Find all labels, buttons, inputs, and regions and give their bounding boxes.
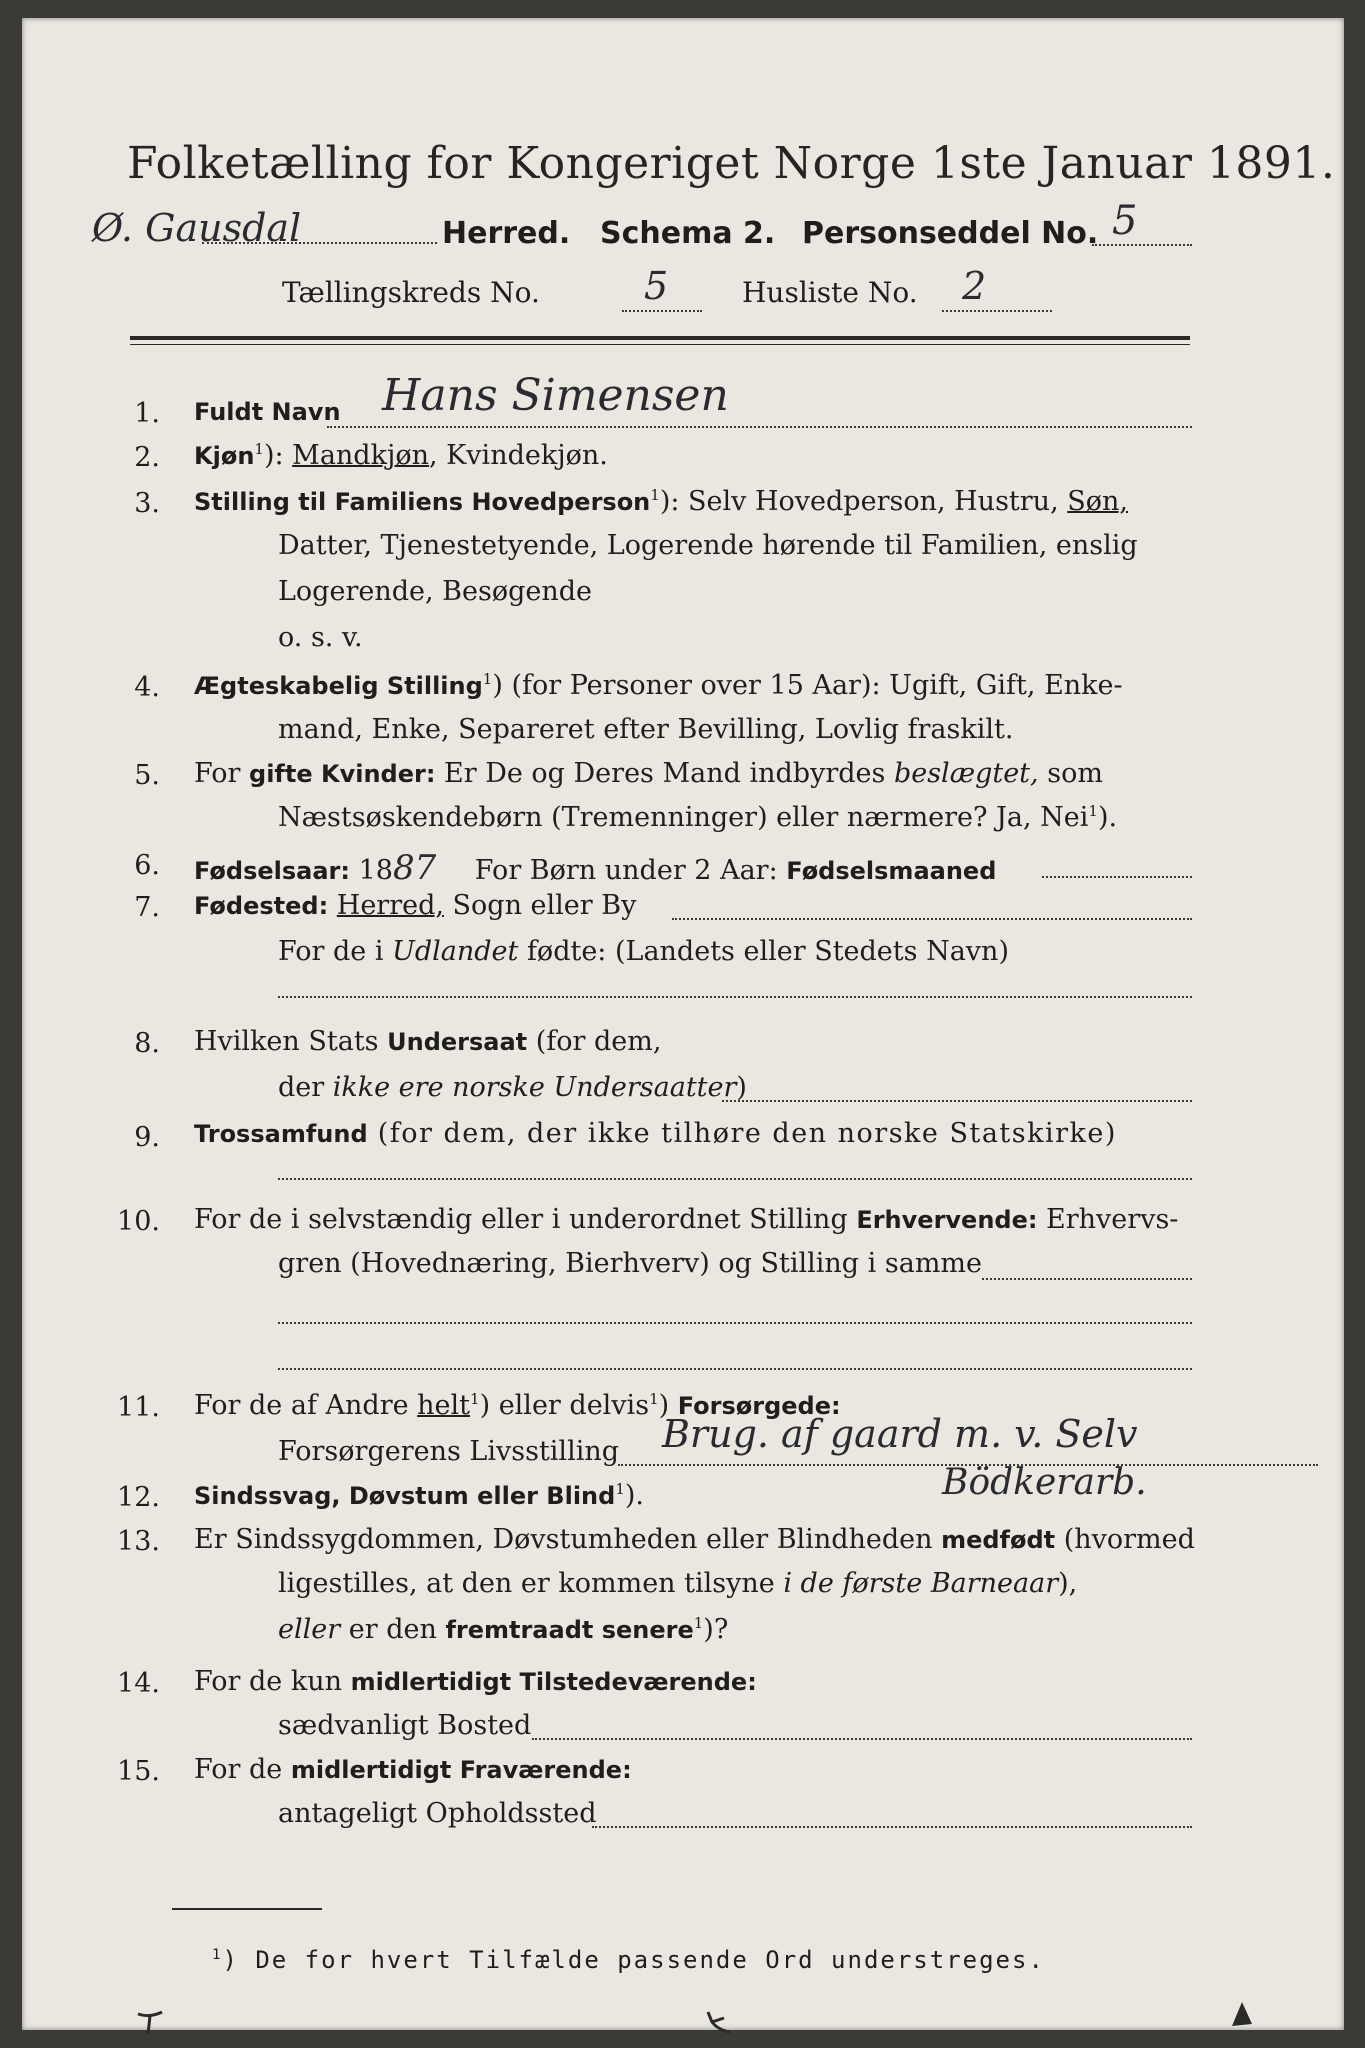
q9-number: 9. xyxy=(134,1122,160,1153)
q15-pre: For de xyxy=(194,1754,291,1785)
q11-label: Forsørgede: xyxy=(677,1392,841,1420)
q13-line3b: fremtraadt senere xyxy=(445,1616,694,1644)
q2-line xyxy=(194,440,608,471)
husliste-dots xyxy=(942,310,1052,312)
q14-number: 14. xyxy=(117,1668,160,1699)
q9-label: Trossamfund xyxy=(194,1120,368,1148)
q6-answer: 87 xyxy=(392,848,437,888)
q4-label: Ægteskabelig Stilling xyxy=(194,672,483,700)
corner-mark-left xyxy=(132,2008,172,2038)
q10-dots3 xyxy=(278,1368,1192,1370)
q11-sup: 1 xyxy=(470,1390,480,1408)
q10-pre: For de i selvstændig eller i underordnet Stilling xyxy=(194,1204,857,1235)
q6-line xyxy=(194,848,996,888)
q7-line2a: For de i xyxy=(278,936,393,967)
q5-close: ). xyxy=(1097,802,1118,833)
q11-answer: Brug. af gaard m. v. Selv xyxy=(662,1412,1138,1456)
q7-dots1 xyxy=(672,918,1192,920)
q3-label: Stilling til Familiens Hovedperson xyxy=(194,488,651,516)
q11-mid: ) eller delvis xyxy=(479,1390,650,1421)
q13-rest: (hvormed xyxy=(1055,1524,1195,1555)
q13-line2i: i de første Barneaar xyxy=(783,1568,1059,1599)
q13-number: 13. xyxy=(117,1526,160,1557)
q12-label: Sindssvag, Døvstum eller Blind xyxy=(194,1482,616,1510)
q7-line2 xyxy=(278,936,1009,967)
q8-line2a: der xyxy=(278,1072,333,1103)
q2-option-mandkjon: Mandkjøn xyxy=(292,440,429,471)
q7-line2b: fødte: (Landets eller Stedets Navn) xyxy=(518,936,1009,967)
kreds-dots xyxy=(622,310,702,312)
q13-label: medfødt xyxy=(941,1526,1056,1554)
kreds-label: Tællingskreds No. xyxy=(282,276,540,309)
q15-number: 15. xyxy=(117,1756,160,1787)
q8-line1 xyxy=(194,1026,661,1057)
q11-option-helt: helt xyxy=(417,1390,471,1421)
q3-sup: 1 xyxy=(650,486,660,504)
q9-dots xyxy=(278,1178,1192,1180)
q10-number: 10. xyxy=(117,1206,160,1237)
q6-prefix: 18 xyxy=(350,855,393,886)
q6-label2: Fødselsmaaned xyxy=(786,857,997,885)
q12-sup: 1 xyxy=(615,1480,625,1498)
q13-sup: 1 xyxy=(693,1614,704,1632)
footnote-rule xyxy=(172,1908,322,1910)
q6-number: 6. xyxy=(134,850,160,881)
q13-line2b: ), xyxy=(1058,1568,1078,1599)
herred-label: Herred. xyxy=(442,216,571,251)
q1-dots xyxy=(327,426,1192,428)
q15-line2: antageligt Opholdssted xyxy=(278,1798,597,1829)
q7-number: 7. xyxy=(134,892,160,923)
personseddel-value: 5 xyxy=(1112,198,1138,244)
q10-label: Erhvervende: xyxy=(856,1206,1038,1234)
form-title: Folketælling for Kongeriget Norge 1ste Januar 1891. xyxy=(127,138,1336,189)
q15-label: midlertidigt Fraværende: xyxy=(290,1756,632,1784)
husliste-label: Husliste No. xyxy=(742,276,918,309)
q10-line1 xyxy=(194,1204,1178,1235)
q4-number: 4. xyxy=(134,672,160,703)
q8-label: Undersaat xyxy=(387,1028,528,1056)
q10-dots2 xyxy=(278,1322,1192,1324)
q9-rest: (for dem, der ikke tilhøre den norske Statskirke) xyxy=(367,1118,1117,1149)
q14-line2: sædvanligt Bosted xyxy=(278,1710,532,1741)
q14-pre: For de kun xyxy=(194,1666,351,1697)
q5-text1: Er De og Deres Mand indbyrdes xyxy=(435,758,894,789)
q5-pre: For xyxy=(194,758,250,789)
q3-option-son: Søn, xyxy=(1067,486,1128,517)
q2-option-kvindekjon: , Kvindekjøn. xyxy=(428,440,608,471)
q9-line xyxy=(194,1118,1117,1149)
q5-text2: Næstsøskendebørn (Tremenninger) eller nærmere? Ja, Nei xyxy=(278,802,1089,833)
q8-dots xyxy=(722,1100,1192,1102)
corner-mark-center xyxy=(698,2008,738,2038)
q13-line3i: eller xyxy=(278,1614,341,1645)
q7-label: Fødested: xyxy=(194,892,329,920)
personseddel-label: Personseddel No. xyxy=(802,216,1099,251)
q3-line3: Logerende, Besøgende xyxy=(278,576,592,607)
q12-number: 12. xyxy=(117,1482,160,1513)
q8-line2i: ikke ere norske Undersaatter xyxy=(332,1072,737,1103)
q12-line xyxy=(194,1480,644,1511)
q8-number: 8. xyxy=(134,1028,160,1059)
q4-sup: 1 xyxy=(482,670,493,688)
q7-line2i: Udlandet xyxy=(392,936,519,967)
q7-line1 xyxy=(194,890,636,921)
header-rule-thin xyxy=(130,344,1190,345)
q11-pre: For de af Andre xyxy=(194,1390,418,1421)
personseddel-dots xyxy=(1092,244,1192,246)
q1-number: 1. xyxy=(134,398,160,429)
q4-line1 xyxy=(194,670,1123,701)
q1-answer: Hans Simensen xyxy=(382,370,729,421)
husliste-value: 2 xyxy=(962,264,987,308)
q2-label: Kjøn xyxy=(194,442,255,470)
q3-line4: o. s. v. xyxy=(278,622,363,653)
corner-mark-right xyxy=(1222,1998,1262,2032)
q4-line2: mand, Enke, Separeret efter Bevilling, Lovlig fraskilt. xyxy=(278,714,1014,745)
q14-dots xyxy=(532,1738,1192,1740)
q11-line2: Forsørgerens Livsstilling xyxy=(278,1436,620,1467)
footnote xyxy=(212,1946,1045,1974)
q11-number: 11. xyxy=(117,1392,160,1423)
kreds-value: 5 xyxy=(644,264,669,308)
q10-dots1 xyxy=(982,1278,1192,1280)
q11-sup2: 1 xyxy=(649,1390,659,1408)
herred-dots xyxy=(202,242,437,244)
q7-option-herred: Herred, xyxy=(336,890,444,921)
q5-end: som xyxy=(1038,758,1103,789)
q13-line3 xyxy=(278,1614,728,1645)
q11-answer2: Bödkerarb. xyxy=(942,1462,1147,1503)
q2-number: 2. xyxy=(134,442,160,473)
q13-line2a: ligestilles, at den er kommen tilsyne xyxy=(278,1568,784,1599)
q13-line3c: )? xyxy=(703,1614,729,1645)
q7-dots2 xyxy=(278,996,1192,998)
q1-label: Fuldt Navn xyxy=(194,398,341,426)
q11-mid2: ) xyxy=(658,1390,678,1421)
footnote-text: ) De for hvert Tilfælde passende Ord understreges. xyxy=(222,1946,1045,1974)
q3-number: 3. xyxy=(134,488,160,519)
q13-line2 xyxy=(278,1568,1077,1599)
q3-line2: Datter, Tjenestetyende, Logerende hørende til Familien, enslig xyxy=(278,530,1138,561)
q6-dots xyxy=(1042,876,1192,878)
q5-line1 xyxy=(194,758,1103,789)
q8-rest: (for dem, xyxy=(527,1026,662,1057)
q6-mid: For Børn under 2 Aar: xyxy=(466,855,787,886)
q6-label: Fødselsaar: xyxy=(194,857,350,885)
q8-pre: Hvilken Stats xyxy=(194,1026,388,1057)
q5-label: gifte Kvinder: xyxy=(249,760,436,788)
q13-line3a: er den xyxy=(340,1614,446,1645)
q4-text1: ) (for Personer over 15 Aar): Ugift, Gift, Enke- xyxy=(492,670,1123,701)
q10-rest: Erhvervs- xyxy=(1037,1204,1179,1235)
q15-dots xyxy=(592,1826,1192,1828)
q3-text1: ): Selv Hovedperson, Hustru, xyxy=(659,486,1059,517)
q13-line1 xyxy=(194,1524,1195,1555)
header-rule-thick xyxy=(130,336,1190,340)
herred-value: Ø. Gausdal xyxy=(92,206,302,250)
q8-line2 xyxy=(278,1072,747,1103)
q7-rest: Sogn eller By xyxy=(443,890,637,921)
q5-italic: beslægtet, xyxy=(893,758,1039,789)
footnote-sup: 1 xyxy=(212,1947,223,1963)
q12-rest: ). xyxy=(624,1480,644,1511)
schema-label: Schema 2. xyxy=(600,216,776,251)
q10-line2: gren (Hovednæring, Bierhverv) og Stilling i samme xyxy=(278,1248,983,1279)
census-form-page xyxy=(22,18,1344,2030)
q5-sup: 1 xyxy=(1088,802,1098,820)
q2-rest: ): xyxy=(263,440,293,471)
q2-sup: 1 xyxy=(254,440,264,458)
q8-line2b: ) xyxy=(736,1072,747,1103)
q3-line1 xyxy=(194,486,1128,517)
q15-line1 xyxy=(194,1754,632,1785)
q13-pre: Er Sindssygdommen, Døvstumheden eller Blindheden xyxy=(194,1524,942,1555)
q5-number: 5. xyxy=(134,760,160,791)
q5-line2 xyxy=(278,802,1117,833)
q14-label: midlertidigt Tilstedeværende: xyxy=(350,1668,757,1696)
q14-line1 xyxy=(194,1666,757,1697)
